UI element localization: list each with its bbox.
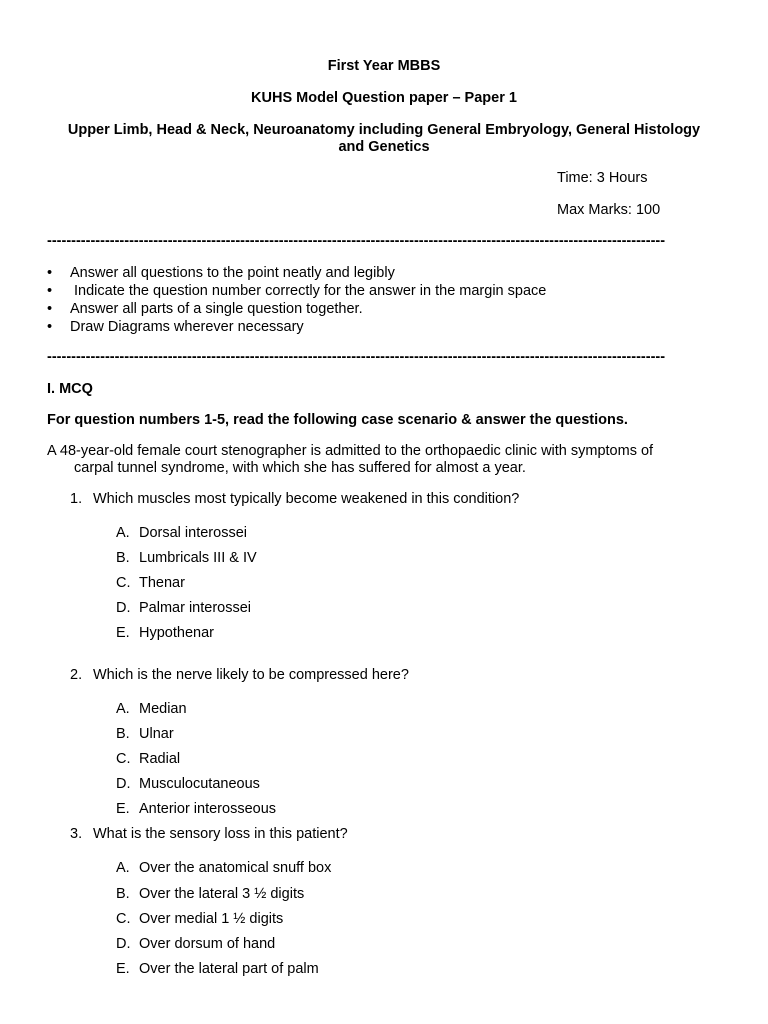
question-1	[70, 491, 519, 507]
exam-time: Time: 3 Hours	[557, 170, 648, 186]
bullet-icon: •	[47, 283, 53, 299]
bullet-icon: •	[47, 301, 53, 317]
option-1a: A. Dorsal interossei	[116, 525, 247, 541]
exam-max-marks: Max Marks: 100	[557, 202, 661, 218]
case-scenario-line-2: carpal tunnel syndrome, with which she has suffered for almost a year.	[74, 460, 526, 476]
option-3a: A. Over the anatomical snuff box	[116, 860, 332, 876]
option-1c: C. Thenar	[116, 575, 185, 591]
question-number: 1.	[70, 491, 83, 507]
section-heading: I. MCQ	[47, 381, 93, 397]
question-text: Which muscles most typically become weakened in this condition?	[93, 491, 520, 507]
instruction-item: • Draw Diagrams wherever necessary	[47, 319, 304, 335]
option-2d: D. Musculocutaneous	[116, 776, 260, 792]
option-3e: E. Over the lateral part of palm	[116, 961, 319, 977]
instruction-item: • Indicate the question number correctly for the answer in the margin space	[47, 283, 547, 299]
option-3c: C. Over medial 1 ½ digits	[116, 911, 284, 927]
question-3	[70, 826, 348, 842]
option-3d: D. Over dorsum of hand	[116, 936, 276, 952]
subject-line-1: Upper Limb, Head & Neck, Neuroanatomy including General Embryology, General Histology	[67, 122, 701, 138]
option-3b: B. Over the lateral 3 ½ digits	[116, 886, 305, 902]
bullet-icon: •	[47, 319, 53, 335]
page-title: First Year MBBS	[327, 58, 441, 74]
divider-bottom: --------------------------------------------------------------------------------------------------------------------------------	[47, 349, 666, 365]
case-scenario-line-1: A 48-year-old female court stenographer is admitted to the orthopaedic clinic with symptoms of	[47, 443, 654, 459]
option-2a: A. Median	[116, 701, 187, 717]
option-1b: B. Lumbricals III & IV	[116, 550, 257, 566]
instruction-item: • Answer all parts of a single question together.	[47, 301, 363, 317]
question-text: What is the sensory loss in this patient?	[93, 826, 348, 842]
option-2b: B. Ulnar	[116, 726, 174, 742]
question-number: 3.	[70, 826, 83, 842]
question-text: Which is the nerve likely to be compressed here?	[93, 667, 409, 683]
option-2e: E. Anterior interosseous	[116, 801, 277, 817]
option-1e: E. Hypothenar	[116, 625, 214, 641]
subject-line-2: and Genetics	[338, 139, 430, 155]
question-number: 2.	[70, 667, 83, 683]
instructions-list	[47, 264, 546, 336]
case-instruction: For question numbers 1-5, read the following case scenario & answer the questions.	[47, 412, 628, 428]
question-2	[70, 667, 409, 683]
divider-top: --------------------------------------------------------------------------------------------------------------------------------	[47, 233, 666, 249]
option-2c: C. Radial	[116, 751, 181, 767]
instruction-item: • Answer all questions to the point neatly and legibly	[47, 265, 395, 281]
option-1d: D. Palmar interossei	[116, 600, 252, 616]
bullet-icon: •	[47, 265, 53, 281]
paper-subtitle: KUHS Model Question paper – Paper 1	[251, 90, 517, 106]
